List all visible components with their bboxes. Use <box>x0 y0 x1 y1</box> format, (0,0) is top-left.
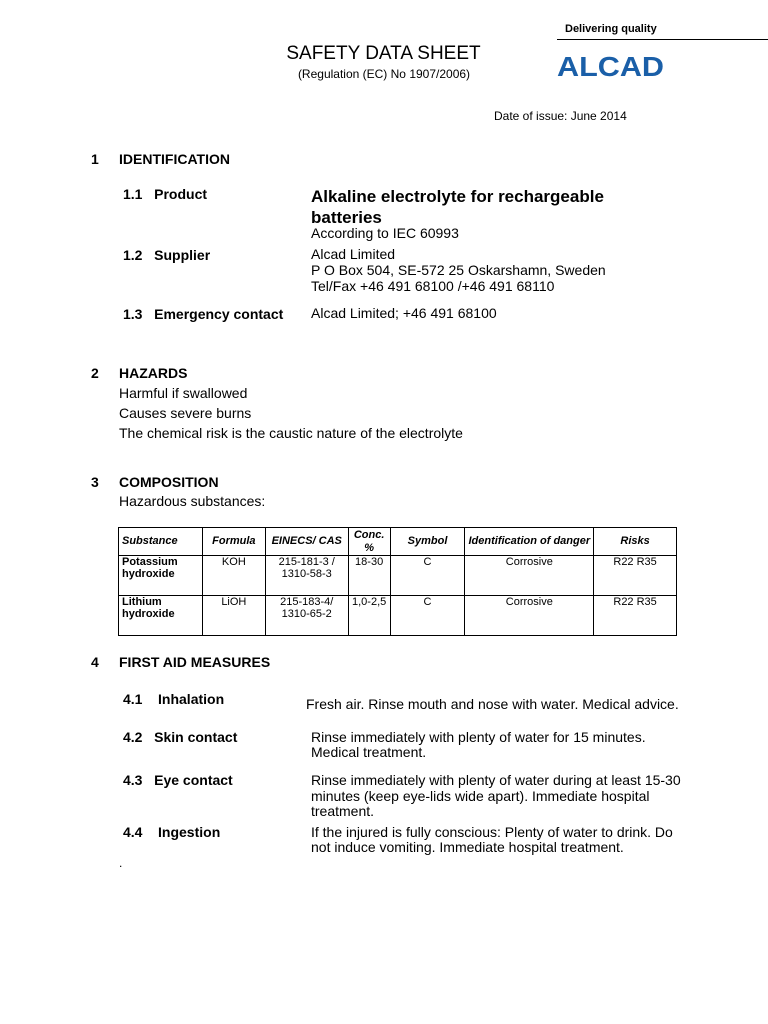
supplier-address: P O Box 504, SE-572 25 Oskarshamn, Sweden <box>311 262 606 278</box>
table-cell: C <box>390 596 465 636</box>
hazard-line: The chemical risk is the caustic nature of the electrolyte <box>119 425 463 441</box>
supplier-name: Alcad Limited <box>311 246 396 262</box>
table-cell: C <box>390 556 465 596</box>
section-number: 1 <box>91 151 99 167</box>
emergency-label: 1.3 Emergency contact <box>123 306 284 322</box>
table-row <box>119 556 677 596</box>
skin-contact-label: 4.2 Skin contact <box>123 729 238 745</box>
product-label: 1.1 Product <box>123 186 208 202</box>
product-standard: According to IEC 60993 <box>311 225 459 241</box>
column-header: Formula <box>202 528 265 556</box>
section-title-hazards: HAZARDS <box>119 365 188 381</box>
section-title-first-aid: FIRST AID MEASURES <box>119 654 271 670</box>
column-header: Risks <box>594 528 677 556</box>
section-number: 4 <box>91 654 99 670</box>
table-cell: KOH <box>202 556 265 596</box>
table-cell: R22 R35 <box>594 556 677 596</box>
skin-contact-text: Rinse immediately with plenty of water for 15 minutes. <box>311 729 646 745</box>
composition-intro: Hazardous substances: <box>119 493 266 509</box>
eye-contact-text: minutes (keep eye-lids wide apart). Immediate hospital <box>311 788 650 804</box>
ingestion-label: 4.4 Ingestion <box>123 824 221 840</box>
ingestion-text: not induce vomiting. Immediate hospital treatment. <box>311 839 624 855</box>
table-cell: LiOH <box>202 596 265 636</box>
column-header: Conc. % <box>348 528 390 556</box>
composition-table <box>118 527 677 636</box>
table-cell: 215-181-3 / 1310-58-3 <box>265 556 348 596</box>
supplier-label: 1.2 Supplier <box>123 247 211 263</box>
footer-mark: . <box>119 856 123 870</box>
table-cell: Lithium hydroxide <box>119 596 203 636</box>
logo-text: ALCAD <box>557 52 664 78</box>
product-name: Alkaline electrolyte for rechargeable batteries <box>311 187 604 227</box>
section-title-identification: IDENTIFICATION <box>119 151 230 167</box>
table-cell: 1,0-2,5 <box>348 596 390 636</box>
skin-contact-text: Medical treatment. <box>311 744 427 760</box>
eye-contact-label: 4.3 Eye contact <box>123 772 233 788</box>
brand-divider <box>557 39 768 40</box>
table-cell: 215-183-4/ 1310-65-2 <box>265 596 348 636</box>
issue-date: Date of issue: June 2014 <box>494 109 627 123</box>
column-header: Identification of danger <box>465 528 594 556</box>
regulation-subtitle: (Regulation (EC) No 1907/2006) <box>297 67 471 81</box>
eye-contact-text: treatment. <box>311 803 375 819</box>
table-header-row <box>119 528 677 556</box>
table-row <box>119 596 677 636</box>
inhalation-label: 4.1 Inhalation <box>123 691 225 707</box>
hazard-line: Harmful if swallowed <box>119 385 248 401</box>
column-header: Symbol <box>390 528 465 556</box>
document-title: SAFETY DATA SHEET <box>286 43 481 64</box>
section-number: 3 <box>91 474 99 490</box>
section-number: 2 <box>91 365 99 381</box>
section-title-composition: COMPOSITION <box>119 474 219 490</box>
table-cell: 18-30 <box>348 556 390 596</box>
brand-tagline: Delivering quality <box>565 23 657 35</box>
ingestion-text: If the injured is fully conscious: Plenty of water to drink. Do <box>311 824 673 840</box>
eye-contact-text: Rinse immediately with plenty of water during at least 15-30 <box>311 772 681 788</box>
table-cell: Corrosive <box>465 596 594 636</box>
hazard-line: Causes severe burns <box>119 405 252 421</box>
column-header: EINECS/ CAS <box>265 528 348 556</box>
table-cell: R22 R35 <box>594 596 677 636</box>
table-cell: Potassium hydroxide <box>119 556 203 596</box>
emergency-contact: Alcad Limited; +46 491 68100 <box>311 305 497 321</box>
table-cell: Corrosive <box>465 556 594 596</box>
column-header: Substance <box>119 528 203 556</box>
supplier-phone: Tel/Fax +46 491 68100 /+46 491 68110 <box>311 278 555 294</box>
inhalation-text: Fresh air. Rinse mouth and nose with water. Medical advice. <box>306 696 679 712</box>
